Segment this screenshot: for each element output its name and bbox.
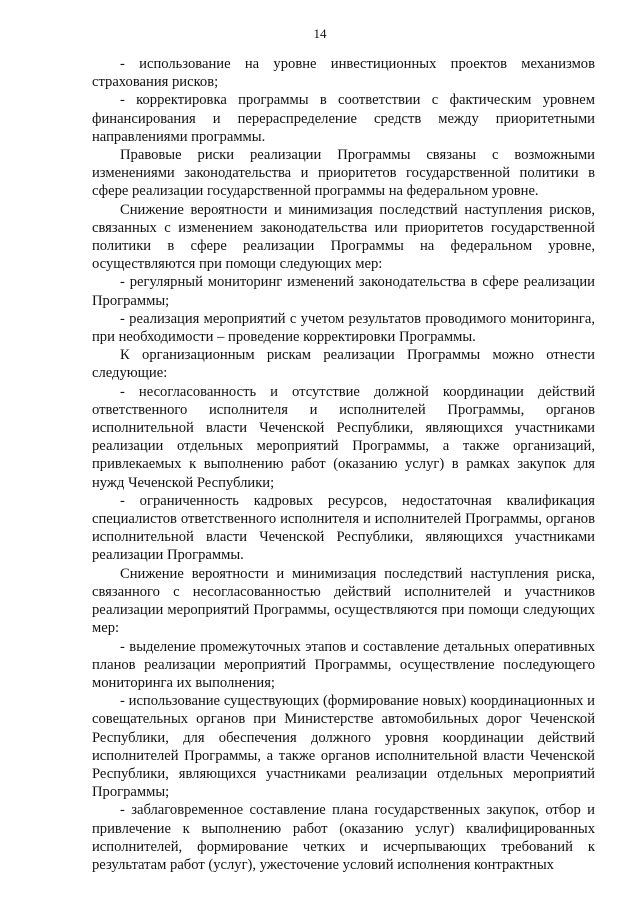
page-number: 14 [313,26,327,41]
paragraph: Снижение вероятности и минимизация последствий наступления рисков, связанных с изменением законодательства или приоритетов государственной политики в сфере реализации Программы на федеральном уровне, осуществляются при помощи следующих мер: [92,201,595,273]
document-body [92,55,595,874]
paragraph: - использование на уровне инвестиционных проектов механизмов страхования рисков; [92,56,595,91]
paragraph: - несогласованность и отсутствие должной координации действий ответственного исполнителя и исполнителей Программы, органов исполнительной власти Чеченской Республики, являющихся участниками реализации отдельных мероприятий Программы, а также организаций, привлекаемых к выполнению работ (оказанию услуг) в рамках закупок для нужд Чеченской Республики; [92,383,595,491]
paragraph: - регулярный мониторинг изменений законодательства в сфере реализации Программы; [92,274,595,309]
paragraph: - заблаговременное составление плана государственных закупок, отбор и привлечение к выполнению работ (оказанию услуг) квалифицированных исполнителей, формирование четких и исчерпывающих требований к результатам работ (услуг), ужесточение условий исполнения контрактных [92,802,595,873]
paragraph: К организационным рискам реализации Программы можно отнести следующие: [92,347,595,382]
paragraph: - использование существующих (формирование новых) координационных и совещательных органов при Министерстве автомобильных дорог Чеченской Республики, для обеспечения должного уровня координации действий исполнителей Программы, а также органов исполнительной власти Чеченской Республики, являющихся участниками реализации отдельных мероприятий Программы; [92,693,595,801]
paragraph: - выделение промежуточных этапов и составление детальных оперативных планов реализации мероприятий Программы, осуществление последующего мониторинга их выполнения; [92,638,595,691]
paragraph: - реализация мероприятий с учетом результатов проводимого мониторинга, при необходимости – проведение корректировки Программы. [92,310,595,346]
paragraph: Правовые риски реализации Программы связаны с возможными изменениями законодательства и приоритетов государственной политики в сфере реализации государственной программы на федеральном уровне. [92,147,595,200]
paragraph: Снижение вероятности и минимизация последствий наступления риска, связанного с несогласованностью действий исполнителей и участников реализации мероприятий Программы, осуществляются при помощи следующих мер: [92,565,595,637]
paragraph: - корректировка программы в соответствии с фактическим уровнем финансирования и перераспределение средств между приоритетными направлениями программы. [92,92,595,145]
paragraph: - ограниченность кадровых ресурсов, недостаточная квалификация специалистов ответственного исполнителя и исполнителей Программы, органов исполнительной власти Чеченской Республики, являющихся участниками реализации Программы. [92,492,595,564]
